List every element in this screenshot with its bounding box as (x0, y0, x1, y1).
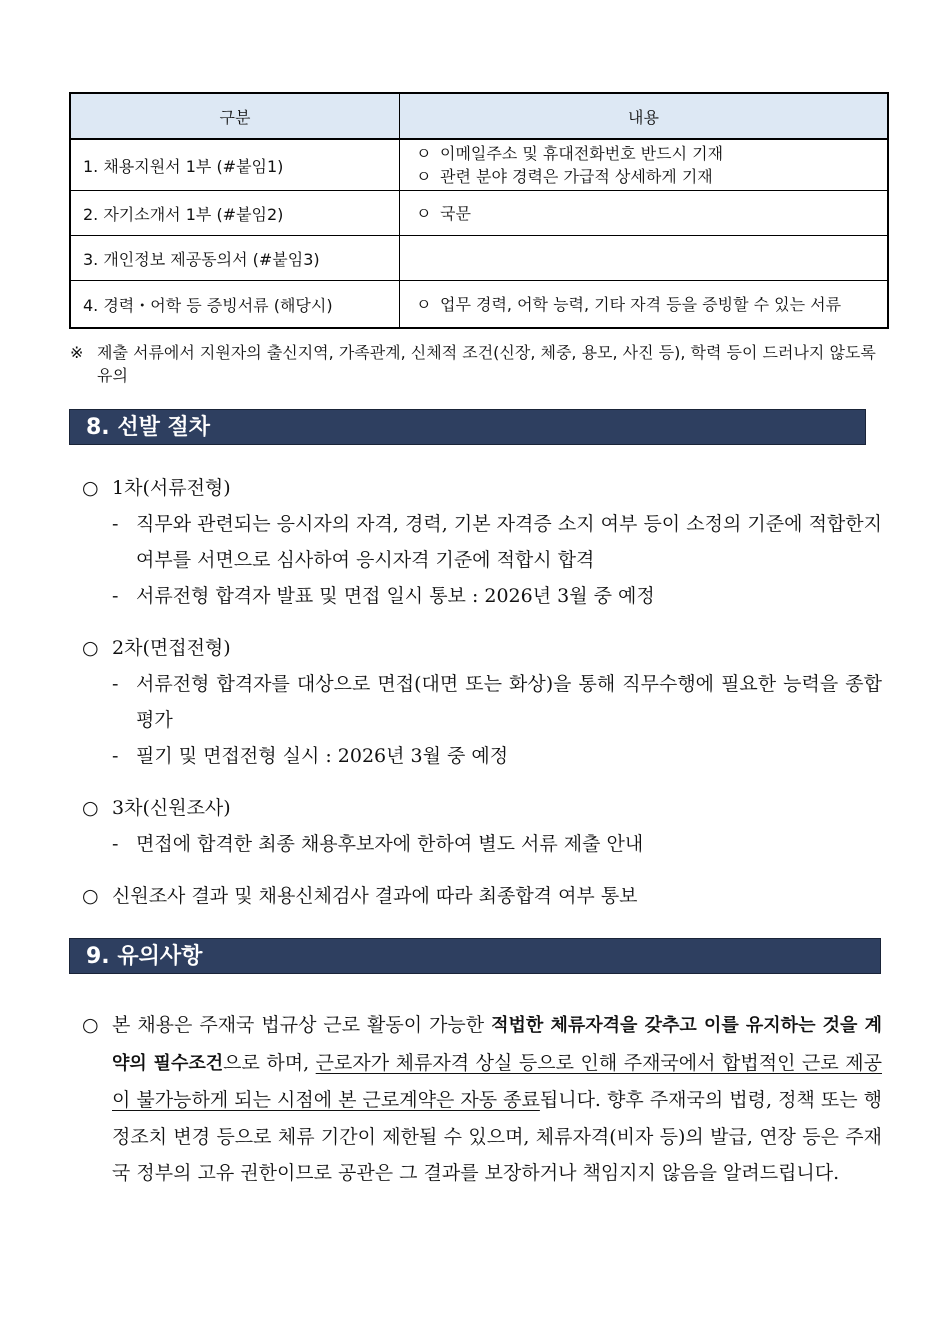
notice-paragraph: ○ 본 채용은 주재국 법규상 근로 활동이 가능한 적법한 체류자격을 갖추고 이를 유지하는 것을 계약의 필수조건으로 하며, 근로자가 체류자격 상실 등으로 인해 주재국에서 합법적인 근로 제공이 불가능하게 되는 시점에 본 근로계약은 자동 종료됩니다. 향후 주재국의 법령, 정책 또는 행정조치 변경 등으로 체류 기간이 제한될 수 있으며, 체류자격(비자 등)의 발급, 연장 등은 주재국 정부의 고유 권한이므로 공관은 그 결과를 보장하거나 책임지지 않음을 알려드립니다. (82, 1007, 882, 1192)
note-mark: ※ (70, 343, 84, 362)
notice-bold: 적법한 체류자격을 갖추고 이를 유지하는 것을 계약의 필수조건 (112, 1015, 882, 1074)
header-category: 구분 (70, 93, 400, 139)
section-heading: 8. 선발 절차 (69, 409, 866, 445)
step-item: - 직무와 관련되는 응시자의 자격, 경력, 기본 자격증 소지 여부 등이 소정의 기준에 적합한지 여부를 서면으로 심사하여 응시자격 기준에 적합시 합격 (112, 513, 882, 571)
row-item: 3. 개인정보 제공동의서 (#붙임3) (70, 236, 400, 281)
note (70, 341, 890, 387)
content-bullet: ㅇ 이메일주소 및 휴대전화번호 반드시 기재 (416, 144, 724, 163)
row-item: 4. 경력・어학 등 증빙서류 (해당시) (70, 281, 400, 329)
notice-text: 본 채용은 주재국 법규상 근로 활동이 가능한 적법한 체류자격을 갖추고 이를 유지하는 것을 계약의 필수조건으로 하며, 근로자가 체류자격 상실 등으로 인해 주재국에서 합법적인 근로 제공이 불가능하게 되는 시점에 본 근로계약은 자동 종료됩니다. 향후 주재국의 법령, 정책 또는 행정조치 변경 등으로 체류 기간이 제한될 수 있으며, 체류자격(비자 등)의 발급, 연장 등은 주재국 정부의 고유 권한이므로 공관은 그 결과를 보장하거나 책임지지 않음을 알려드립니다. (112, 1014, 882, 1184)
step-title: ○ 1차(서류전형) (82, 477, 231, 499)
notice-underlined: 근로자가 체류자격 상실 등으로 인해 주재국에서 합법적인 근로 제공이 불가능하게 되는 시점에 본 근로계약은 자동 종료 (112, 1051, 882, 1111)
table-row (70, 139, 888, 191)
documents-table (69, 92, 889, 329)
table-header-row (70, 93, 888, 139)
row-item: 1. 채용지원서 1부 (#붙임1) (70, 139, 400, 191)
row-contents (400, 281, 889, 329)
content-bullet: ㅇ 관련 분야 경력은 가급적 상세하게 기재 (416, 167, 713, 186)
table-row (70, 281, 888, 329)
step-item: - 면접에 합격한 최종 채용후보자에 한하여 별도 서류 제출 안내 (112, 833, 644, 855)
content-bullet: ㅇ 국문 (416, 203, 471, 223)
header-content: 내용 (400, 93, 889, 139)
row-contents (400, 236, 889, 281)
step-item: - 서류전형 합격자 발표 및 면접 일시 통보 : 2026년 3월 중 예정 (112, 585, 655, 607)
table-row (70, 236, 888, 281)
section-heading: 9. 유의사항 (69, 938, 881, 974)
note-text: 제출 서류에서 지원자의 출신지역, 가족관계, 신체적 조건(신장, 체중, 용모, 사진 등), 학력 등이 드러나지 않도록 유의 (97, 343, 876, 385)
final-notice: ○ 신원조사 결과 및 채용신체검사 결과에 따라 최종합격 여부 통보 (82, 885, 638, 907)
step-title: ○ 2차(면접전형) (82, 637, 231, 659)
row-contents (400, 139, 889, 191)
table-row (70, 191, 888, 236)
step-title: ○ 3차(신원조사) (82, 797, 231, 819)
row-contents (400, 191, 889, 236)
step-item: - 서류전형 합격자를 대상으로 면접(대면 또는 화상)을 통해 직무수행에 필요한 능력을 종합평가 (112, 673, 882, 731)
content-bullet: ㅇ 업무 경력, 어학 능력, 기타 자격 등을 증빙할 수 있는 서류 (416, 294, 842, 314)
row-item: 2. 자기소개서 1부 (#붙임2) (70, 191, 400, 236)
step-item: - 필기 및 면접전형 실시 : 2026년 3월 중 예정 (112, 745, 509, 767)
selection-procedure (82, 470, 882, 914)
